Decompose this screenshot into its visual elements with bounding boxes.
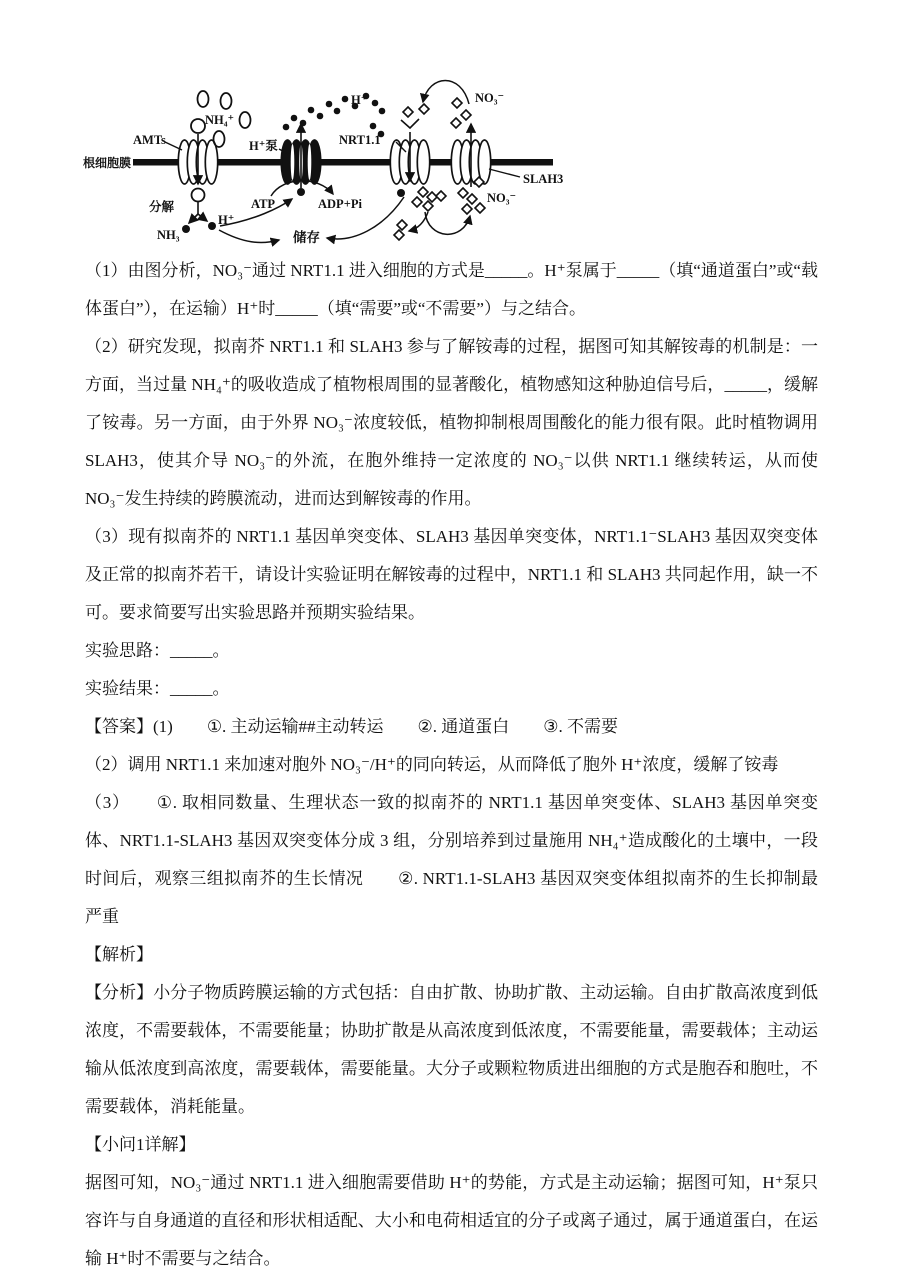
membrane-label: 根细胞膜 [83,156,132,170]
h-ions-icon [283,93,386,138]
h-plus-top-label: H⁺ [351,93,368,107]
detail1-heading: 【小问1详解】 [85,1135,196,1154]
h-plus-left-label: H⁺ [218,213,235,227]
atp-label: ATP [251,197,276,211]
no3-top-label: NO₃⁻ [475,91,505,105]
amts-label: AMTs [133,133,166,147]
atp-cycle [251,181,362,211]
nh3-label: NH₃ [157,228,180,242]
amts-transporter [133,133,218,184]
experiment-idea-line: 实验思路：_____。 [85,641,230,660]
adp-label: ADP+Pi [318,197,362,211]
answer-line-1: 【答案】(1) ①. 主动运输##主动转运 ②. 通道蛋白 ③. 不需要 [85,717,619,736]
question-2: （2）研究发现，拟南芥 NRT1.1 和 SLAH3 参与了解铵毒的过程，据图可知其解铵毒的机制是：一方面，当过量 NH₄⁺的吸收造成了植物根周围的显著酸化，植物感知这种胁迫信号后，_____，缓解了铵毒。另一方面，由于外界 NO₃⁻浓度较低，植物抑制根周围酸化的能力很有限。此时植物调用 SLAH3，使其介导 NO₃⁻的外流，在胞外维持一定浓度的 NO₃⁻以供 NRT1.1 继续转运，从而使 NO₃⁻发生持续的跨膜流动，进而达到解铵毒的作用。 [85,337,818,508]
question-1: （1）由图分析，NO₃⁻通过 NRT1.1 进入细胞的方式是_____。H⁺泵属于_____（填“通道蛋白”或“载体蛋白”），在运输）H⁺时_____（填“需要”或“不需要”）与之结合。 [85,261,818,318]
membrane-diagram [83,60,573,260]
experiment-result-line: 实验结果：_____。 [85,679,230,698]
no3-swoosh-arrow [425,212,470,234]
no3-recycle-arc [423,81,469,105]
answer-line-3: （3） ①. 取相同数量、生理状态一致的拟南芥的 NRT1.1 基因单突变体、SLAH3 基因单突变体、NRT1.1-SLAH3 基因双突变体分成 3 组，分别培养到过量施用 NH₄⁺造成酸化的土壤中，一段时间后，观察三组拟南芥的生长情况 ②. NRT1.1-SLAH3 基因双突变体组拟南芥的生长抑制最严重 [85,793,818,926]
h-pump-label: H⁺泵 [249,139,278,153]
storage-group [219,197,404,245]
slah3-label: SLAH3 [523,172,564,186]
document-text [85,252,818,1273]
no3-bottom-label: NO₃⁻ [487,191,517,205]
fenxi-paragraph: 【分析】小分子物质跨膜运输的方式包括：自由扩散、协助扩散、主动运输。自由扩散高浓度到低浓度，不需要载体，不需要能量；协助扩散是从高浓度到低浓度，不需要能量，需要载体；主动运输从低浓度到高浓度，需要载体，需要能量。大分子或颗粒物质进出细胞的方式是胞吞和胞吐，不需要载体，消耗能量。 [85,983,818,1116]
nrt1-label: NRT1.1 [339,133,381,147]
decomposition-group [149,189,234,243]
slah3-transporter [451,124,563,187]
jiexi-heading: 【解析】 [85,945,153,964]
question-3: （3）现有拟南芥的 NRT1.1 基因单突变体、SLAH3 基因单突变体，NRT1.1⁻SLAH3 基因双突变体及正常的拟南芥若干，请设计实验证明在解铵毒的过程中，NRT1.1 和 SLAH3 共同起作用，缺一不可。要求简要写出实验思路并预期实验结果。 [85,527,818,622]
membrane-diagram-svg [83,60,573,260]
store-label: 储存 [293,230,320,245]
no3-above-nrt-icon [401,104,429,128]
nh4-label: NH₄⁺ [205,113,235,127]
answer-line-2: （2）调用 NRT1.1 来加速对胞外 NO₃⁻/H⁺的同向转运，从而降低了胞外 H⁺浓度，缓解了铵毒 [85,755,779,774]
detail1-paragraph: 据图可知，NO₃⁻通过 NRT1.1 进入细胞需要借助 H⁺的势能，方式是主动运输；据图可知，H⁺泵只容许与自身通道的直径和形状相适配、大小和电荷相适宜的分子或离子通过，属于通道蛋白，在运输 H⁺时不需要与之结合。 [85,1173,818,1268]
decompose-label: 分解 [149,200,175,214]
